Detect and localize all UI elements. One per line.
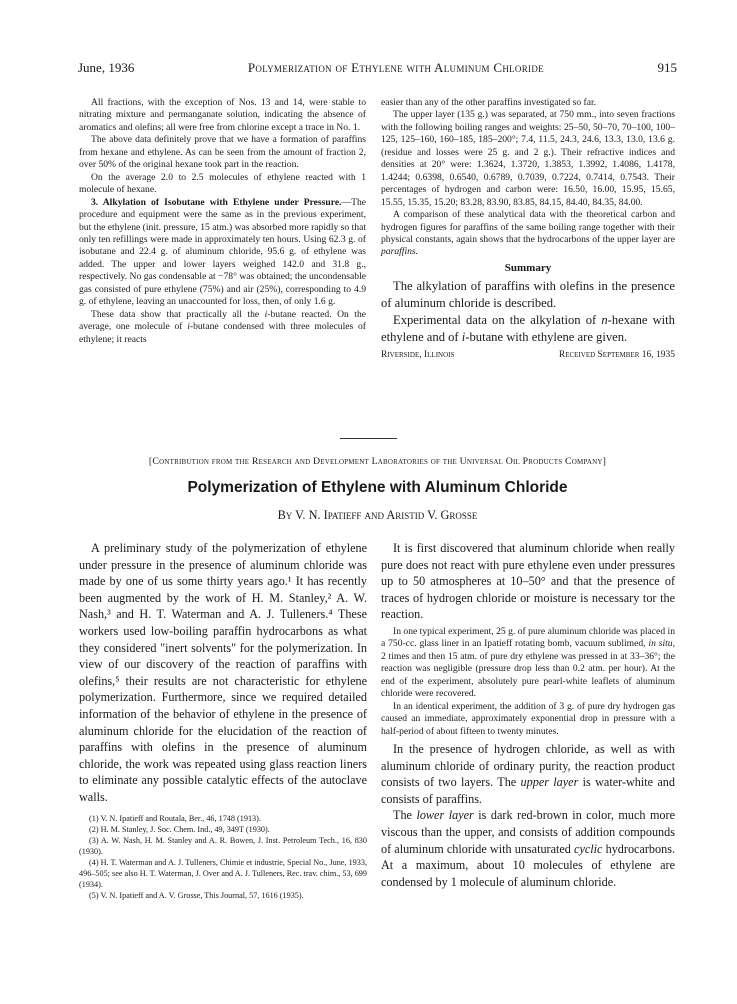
signature-line xyxy=(381,349,675,361)
paragraph: A comparison of these analytical data with the theoretical carbon and hydrogen figures for paraffins of the same boiling range together with their physical constants, again shows that the hydrocarbons of the upper layer are paraffins. xyxy=(381,209,675,258)
paragraph: On the average 2.0 to 2.5 molecules of ethylene reacted with 1 molecule of hexane. xyxy=(79,171,366,196)
paragraph: The above data definitely prove that we have a formation of paraffins from hexane and ethylene. As can be seen from the amount of fraction 2, over 50% of the original hexane took part in the reaction. xyxy=(79,134,366,171)
paragraph: 3. Alkylation of Isobutane with Ethylene under Pressure.—The procedure and equipment were the same as in the previous experiment, but the ethylene (init. pressure, 15 atm.) was absorbed more rapidly so that only ten refillings were made in approximately ten hours. Using 62.3 g. of isobutane and 22.4 g. of aluminum chloride, 95.6 g. of ethylene was added. The upper and lower layers weighed 142.0 and 31.8 g., respectively. No gas condensable at −78° was obtained; the uncondensable gas consisted of pure ethylene (75%) and air (25%), corresponding to 4.9 g. of ethylene, leaving an unaccounted for loss, then, of only 1.6 g. xyxy=(79,196,366,308)
paragraph: These data show that practically all the i-butane reacted. On the average, one molecule of i-butane condensed with three molecules of ethylene; it reacts xyxy=(79,308,367,345)
paragraph: In an identical experiment, the addition of 3 g. of pure dry hydrogen gas caused an immediate, approximately exponential drop in pressure with a half-period of about fifteen to twenty minutes. xyxy=(381,700,675,737)
summary-body xyxy=(381,278,675,345)
received-date: Received September 16, 1935 xyxy=(558,349,675,360)
body-left-column xyxy=(79,540,367,901)
running-title: Polymerization of Ethylene with Aluminum Chloride xyxy=(247,60,544,75)
footnote: (3) A. W. Nash, H. M. Stanley and A. R. Bowen, J. Inst. Petroleum Tech., 16, 830 (1930). xyxy=(79,835,367,856)
place: Riverside, Illinois xyxy=(381,349,455,360)
footnote: (5) V. N. Ipatieff and A. V. Grosse, This Journal, 57, 1616 (1935). xyxy=(89,890,304,900)
paragraph: In the presence of hydrogen chloride, as well as with aluminum chloride of ordinary purity, the reaction product consists of two layers. The upper layer is water-white and consists of paraffins. xyxy=(381,742,675,806)
contribution-line: [Contribution from the Research and Development Laboratories of the Universal Oil Products Company] xyxy=(148,456,607,467)
page-number: 915 xyxy=(657,60,677,75)
paragraph: All fractions, with the exception of Nos. 13 and 14, were stable to nitrating mixture and permanganate solution, indicating the absence of aromatics and olefins; all were free from chlorine except a trace in No. 1. xyxy=(79,97,366,133)
paragraph: easier than any of the other paraffins investigated so far. xyxy=(381,97,597,108)
page-header xyxy=(78,60,677,76)
paragraph: Experimental data on the alkylation of n-hexane with ethylene and of i-butane with ethylene are given. xyxy=(381,312,675,344)
footnote: (1) V. N. Ipatieff and Routala, Ber., 46, 1748 (1913). xyxy=(89,813,261,823)
footnotes xyxy=(79,813,367,901)
paragraph: In one typical experiment, 25 g. of pure aluminum chloride was placed in a 750-cc. glass liner in an Ipatieff rotating bomb, vacuum sublimed, in situ, 2 times and then 15 atm. of pure dry ethylene was pressed in at 33–36°; the reaction was negligible (pressure drop less than 0.2 atm. per hour). At the end of the experiment, absolutely pure pearl-white leaflets of aluminum chloride were recovered. xyxy=(381,625,675,700)
summary-heading: Summary xyxy=(504,261,552,274)
top-right-column xyxy=(381,97,675,361)
article-authors: By V. N. Ipatieff and Aristid V. Grosse xyxy=(277,508,478,522)
header-date: June, 1936 xyxy=(78,60,135,75)
article-title: Polymerization of Ethylene with Aluminum Chloride xyxy=(187,479,568,496)
paragraph: A preliminary study of the polymerization of ethylene under pressure in the presence of aluminum chloride was made by one of us some thirty years ago.¹ It has recently been augmented by the work of H. M. Stanley,² A. W. Nash,³ and H. T. Waterman and A. J. Tulleners.⁴ These workers used low-boiling paraffin hydrocarbons as what they considered "inert solvents" for the polymerization. In view of our discovery of the reaction of paraffins with olefins,⁵ their results are not characteristic for ethylene polymerization. Furthermore, since we required detailed information of the behavior of ethylene in the presence of aluminum chloride for the elucidation of the reaction of paraffins with olefins in the presence of aluminum chloride, the work was repeated using glass reaction liners to eliminate any possible catalytic effects of the autoclave walls. xyxy=(79,541,367,804)
section-heading: 3. Alkylation of Isobutane with Ethylene under Pressure. xyxy=(91,196,342,208)
paragraph: The upper layer (135 g.) was separated, at 750 mm., into seven fractions with the following boiling ranges and weights: 25–50, 50–70, 70–100, 100–125, 125–160, 160–185, 185–200°; 7.4, 11.5, 24.3, 24.6, 13.3, 13.0, 13.6 g. (residue and losses were 25 g. and 2 g.). Their refractive indices and densities at 20° were: 1.3624, 1.3720, 1.3853, 1.3992, 1.4086, 1.4178, 1.4244; 0.6398, 0.6540, 0.6789, 0.7039, 0.7224, 0.7414, 0.7543. Their percentages of hydrogen and carbon were: 16.50, 16.00, 15.95, 15.65, 15.55, 15.35, 15.20; 83.28, 83.90, 83.85, 84.15, 84.40, 84.35, 84.00. xyxy=(381,109,675,208)
body-right-column xyxy=(381,540,675,890)
footnote: (2) H. M. Stanley, J. Soc. Chem. Ind., 49, 349T (1930). xyxy=(89,824,270,834)
divider xyxy=(340,438,397,439)
footnote: (4) H. T. Waterman and A. J. Tulleners, Chimie et industrie, Special No., June, 1933, 496–505; see also H. T. Waterman, J. Over and A. J. Tulleners, Rec. trav. chim., 53, 699 (1934). xyxy=(79,857,367,889)
paragraph: It is first discovered that aluminum chloride when really pure does not react with pure ethylene even under pressures up to 50 atmospheres at 10–50° and that the presence of traces of hydrogen chloride or moisture is necessary tor the reaction. xyxy=(381,541,675,622)
paragraph: The alkylation of paraffins with olefins in the presence of aluminum chloride is described. xyxy=(381,279,675,311)
paragraph: The lower layer is dark red-brown in color, much more viscous than the upper, and consists of addition compounds of aluminum chloride with unsaturated cyclic hydrocarbons. At a maximum, about 10 molecules of ethylene are condensed by 1 molecule of aluminum chloride. xyxy=(381,808,675,889)
top-left-column xyxy=(79,97,366,346)
